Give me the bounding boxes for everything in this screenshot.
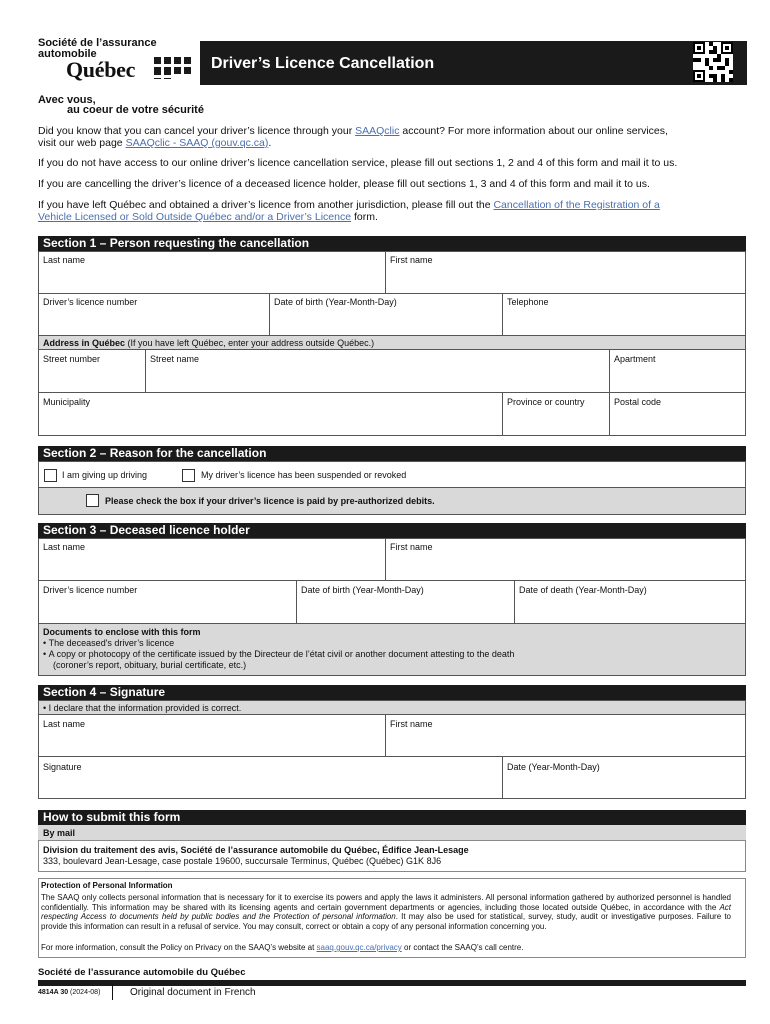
- privacy-text: The SAAQ only collects personal information that is necessary for it to exercise its powers and apply the laws it administers. All personal information gathered by authorized personnel is handled confidentially. This information may be shared with its licensing agents and certain government departments or agencies, including those located outside Québec, in accordance with the Act respecting Access to documents held by public bodies and the Protection of personal information. It may also be used for statistical, survey, study, audit or investigative purposes. Failure to provide this information can result in a refusal of service. You may consult, correct or obtain a copy of any personal information concerning you.: [41, 893, 732, 931]
- privacy-title: Protection of Personal Information: [41, 881, 173, 890]
- s1-province-input[interactable]: [504, 407, 607, 434]
- signature-label: Signature: [43, 762, 82, 772]
- s4-date-label: Date (Year-Month-Day): [507, 762, 600, 772]
- intro-paragraph-2: If you do not have access to our online driver’s licence cancellation service, please fill out sections 1, 2 and 4 of this form and mail it to us.: [38, 157, 678, 169]
- page-title: Driver’s Licence Cancellation: [211, 55, 435, 72]
- s1-telephone-input[interactable]: [504, 307, 744, 333]
- privacy-policy-link[interactable]: saaq.gouv.qc.ca/privacy: [316, 943, 402, 952]
- preauthorized-debit-label: Please check the box if your driver’s licence is paid by pre-authorized debits.: [105, 496, 435, 506]
- document-item: • A copy or photocopy of the certificate issued by the Directeur de l’état civil or another document attesting to the death: [43, 649, 515, 659]
- s1-municipality-input[interactable]: [40, 407, 500, 434]
- cancellation-form-link-cont[interactable]: Vehicle Licensed or Sold Outside Québec and/or a Driver’s Licence: [38, 211, 352, 223]
- saaqclic-link[interactable]: SAAQclic: [355, 125, 400, 137]
- section2-header: Section 2 – Reason for the cancellation: [38, 446, 746, 461]
- s1-first-name-label: First name: [390, 255, 433, 265]
- s1-postal-code-input[interactable]: [611, 407, 744, 434]
- section3-header: Section 3 – Deceased licence holder: [38, 523, 746, 538]
- giving-up-driving-label: I am giving up driving: [62, 470, 148, 480]
- suspended-revoked-checkbox[interactable]: [182, 469, 195, 482]
- s4-last-name-label: Last name: [43, 719, 86, 729]
- s1-street-name-input[interactable]: [147, 364, 607, 390]
- preauthorized-debit-checkbox[interactable]: [86, 494, 99, 507]
- s3-first-name-input[interactable]: [387, 552, 744, 578]
- s3-dob-label: Date of birth (Year-Month-Day): [301, 585, 424, 595]
- s1-first-name-input[interactable]: [387, 265, 744, 291]
- s1-dob-input[interactable]: [271, 307, 500, 333]
- suspended-revoked-label: My driver’s licence has been suspended or revoked: [201, 470, 407, 480]
- mail-address-line2: 333, boulevard Jean-Lesage, case postale 19600, succursale Terminus, Québec (Québec) G1K 8J6: [43, 856, 442, 866]
- slogan-line2: au coeur de votre sécurité: [67, 104, 204, 116]
- original-language-note: Original document in French: [130, 987, 256, 998]
- s3-last-name-label: Last name: [43, 542, 86, 552]
- s1-licence-number-input[interactable]: [40, 307, 267, 333]
- s3-licence-number-label: Driver’s licence number: [43, 585, 138, 595]
- footer-org-name: Société de l’assurance automobile du Québec: [38, 967, 246, 978]
- s1-municipality-label: Municipality: [43, 397, 91, 407]
- s1-address-label: Address in Québec (If you have left Québec, enter your address outside Québec.): [43, 338, 375, 348]
- quebec-wordmark: Québec: [66, 57, 136, 82]
- intro-paragraph-3: If you are cancelling the driver’s licence of a deceased licence holder, please fill out sections 1, 3 and 4 of this form and mail it to us.: [38, 178, 650, 190]
- org-name-line1: Société de l’assurance: [38, 37, 157, 49]
- section1-header: Section 1 – Person requesting the cancellation: [38, 236, 746, 251]
- submit-header: How to submit this form: [38, 810, 746, 825]
- s1-province-label: Province or country: [507, 397, 585, 407]
- s1-street-number-input[interactable]: [40, 364, 143, 390]
- section4-header: Section 4 – Signature: [38, 685, 746, 700]
- s3-licence-number-input[interactable]: [40, 595, 294, 621]
- s1-street-name-label: Street name: [150, 354, 200, 364]
- s1-street-number-label: Street number: [43, 354, 101, 364]
- intro-paragraph-4: If you have left Québec and obtained a driver’s licence from another jurisdiction, please fill out the Cancellation of the Registration of a Vehicle Licensed or Sold Outside Québec and/or a Driver’s Licence form.: [38, 199, 660, 223]
- form-code: 4814A 30 (2024-08): [38, 989, 101, 996]
- qr-code-icon: [693, 42, 733, 82]
- org-name-line2: automobile: [38, 48, 97, 60]
- cancellation-form-link[interactable]: Cancellation of the Registration of a: [493, 199, 660, 211]
- s1-telephone-label: Telephone: [507, 297, 549, 307]
- s1-last-name-label: Last name: [43, 255, 86, 265]
- footer-divider: [38, 980, 746, 986]
- s1-apartment-label: Apartment: [614, 354, 656, 364]
- s4-first-name-label: First name: [390, 719, 433, 729]
- declaration-text: • I declare that the information provided is correct.: [43, 703, 242, 713]
- documents-title: Documents to enclose with this form: [43, 627, 201, 637]
- s4-last-name-input[interactable]: [40, 729, 383, 754]
- s1-dob-label: Date of birth (Year-Month-Day): [274, 297, 397, 307]
- footer-separator: [112, 984, 113, 1000]
- s1-licence-number-label: Driver’s licence number: [43, 297, 138, 307]
- giving-up-driving-checkbox[interactable]: [44, 469, 57, 482]
- saaqclic-webpage-link[interactable]: SAAQclic - SAAQ (gouv.qc.ca): [125, 137, 269, 149]
- s1-postal-code-label: Postal code: [614, 397, 662, 407]
- s3-first-name-label: First name: [390, 542, 433, 552]
- by-mail-label: By mail: [43, 828, 76, 838]
- s1-last-name-input[interactable]: [40, 265, 383, 291]
- s1-apartment-input[interactable]: [611, 364, 744, 390]
- s4-first-name-input[interactable]: [387, 729, 744, 754]
- document-item: • The deceased's driver’s licence: [43, 638, 175, 648]
- intro-paragraph-1: Did you know that you can cancel your driver’s licence through your SAAQclic account? For more information about our online services, visit our web page SAAQclic - SAAQ (gouv.qc.ca).: [38, 125, 668, 149]
- slogan-line1: Avec vous,: [38, 94, 96, 106]
- mail-address-line1: Division du traitement des avis, Société de l’assurance automobile du Québec, Édifice Jean-Lesage: [43, 845, 469, 855]
- signature-input[interactable]: [40, 772, 500, 797]
- s3-dod-input[interactable]: [516, 595, 744, 621]
- s3-dod-label: Date of death (Year-Month-Day): [519, 585, 647, 595]
- s3-dob-input[interactable]: [298, 595, 512, 621]
- s3-last-name-input[interactable]: [40, 552, 383, 578]
- document-item-cont: (coroner’s report, obituary, burial certificate, etc.): [53, 660, 247, 670]
- privacy-more-info: For more information, consult the Policy on Privacy on the SAAQ’s website at saaq.gouv.qc.ca/privacy or contact the SAAQ’s call centre.: [41, 943, 524, 952]
- s4-date-input[interactable]: [504, 772, 744, 797]
